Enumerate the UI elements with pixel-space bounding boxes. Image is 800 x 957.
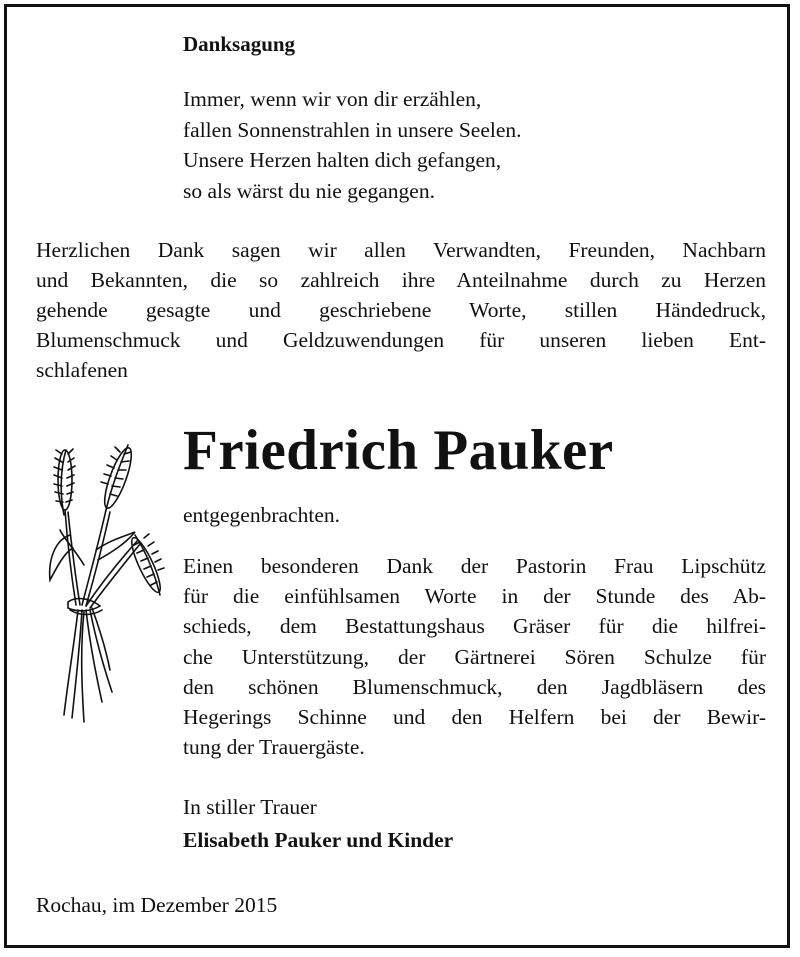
thanks-line: und Bekannten, die so zahlreich ihre Anteilnahme durch zu Herzen bbox=[36, 268, 766, 292]
place-date: Rochau, im Dezember 2015 bbox=[36, 893, 278, 917]
thanks-line: Blumenschmuck und Geldzuwendungen für unseren lieben Ent- bbox=[36, 328, 766, 352]
notice-title: Danksagung bbox=[183, 32, 296, 56]
poem-line: Unsere Herzen halten dich gefangen, bbox=[183, 148, 502, 172]
poem-line: Immer, wenn wir von dir erzählen, bbox=[183, 87, 482, 111]
special-thanks-line: che Unterstützung, der Gärtnerei Sören Schulze für bbox=[183, 644, 766, 669]
poem-line: fallen Sonnenstrahlen in unsere Seelen. bbox=[183, 117, 522, 142]
thanks-paragraph bbox=[36, 235, 766, 385]
special-thanks-line: tung der Trauergäste. bbox=[183, 735, 365, 760]
thanks-line: Herzlichen Dank sagen wir allen Verwandten, Freunden, Nachbarn bbox=[36, 238, 766, 262]
special-thanks-line: schieds, dem Bestattungshaus Gräser für die hilfrei- bbox=[183, 614, 766, 639]
special-thanks-line: den schönen Blumenschmuck, den Jagdbläsern des bbox=[183, 674, 766, 699]
special-thanks-line: Einen besonderen Dank der Pastorin Frau Lipschütz bbox=[183, 554, 766, 578]
wheat-bundle-icon bbox=[40, 440, 170, 725]
thanks-line: schlafenen bbox=[36, 358, 128, 382]
poem-line: so als wärst du nie gegangen. bbox=[183, 178, 435, 203]
thanks-line: gehende gesagte und geschriebene Worte, stillen Händedruck, bbox=[36, 298, 766, 322]
special-thanks-line: für die einfühlsamen Worte in der Stunde des Ab- bbox=[183, 584, 766, 609]
signer-name: Elisabeth Pauker und Kinder bbox=[183, 828, 454, 852]
special-thanks-line: Hegerings Schinne und den Helfern bei der Bewir- bbox=[183, 705, 766, 730]
poem bbox=[183, 84, 522, 206]
brought-text: entgegenbrachten. bbox=[183, 503, 340, 527]
mourning-phrase: In stiller Trauer bbox=[183, 795, 317, 819]
deceased-name: Friedrich Pauker bbox=[183, 419, 614, 482]
special-thanks-paragraph bbox=[183, 551, 766, 762]
